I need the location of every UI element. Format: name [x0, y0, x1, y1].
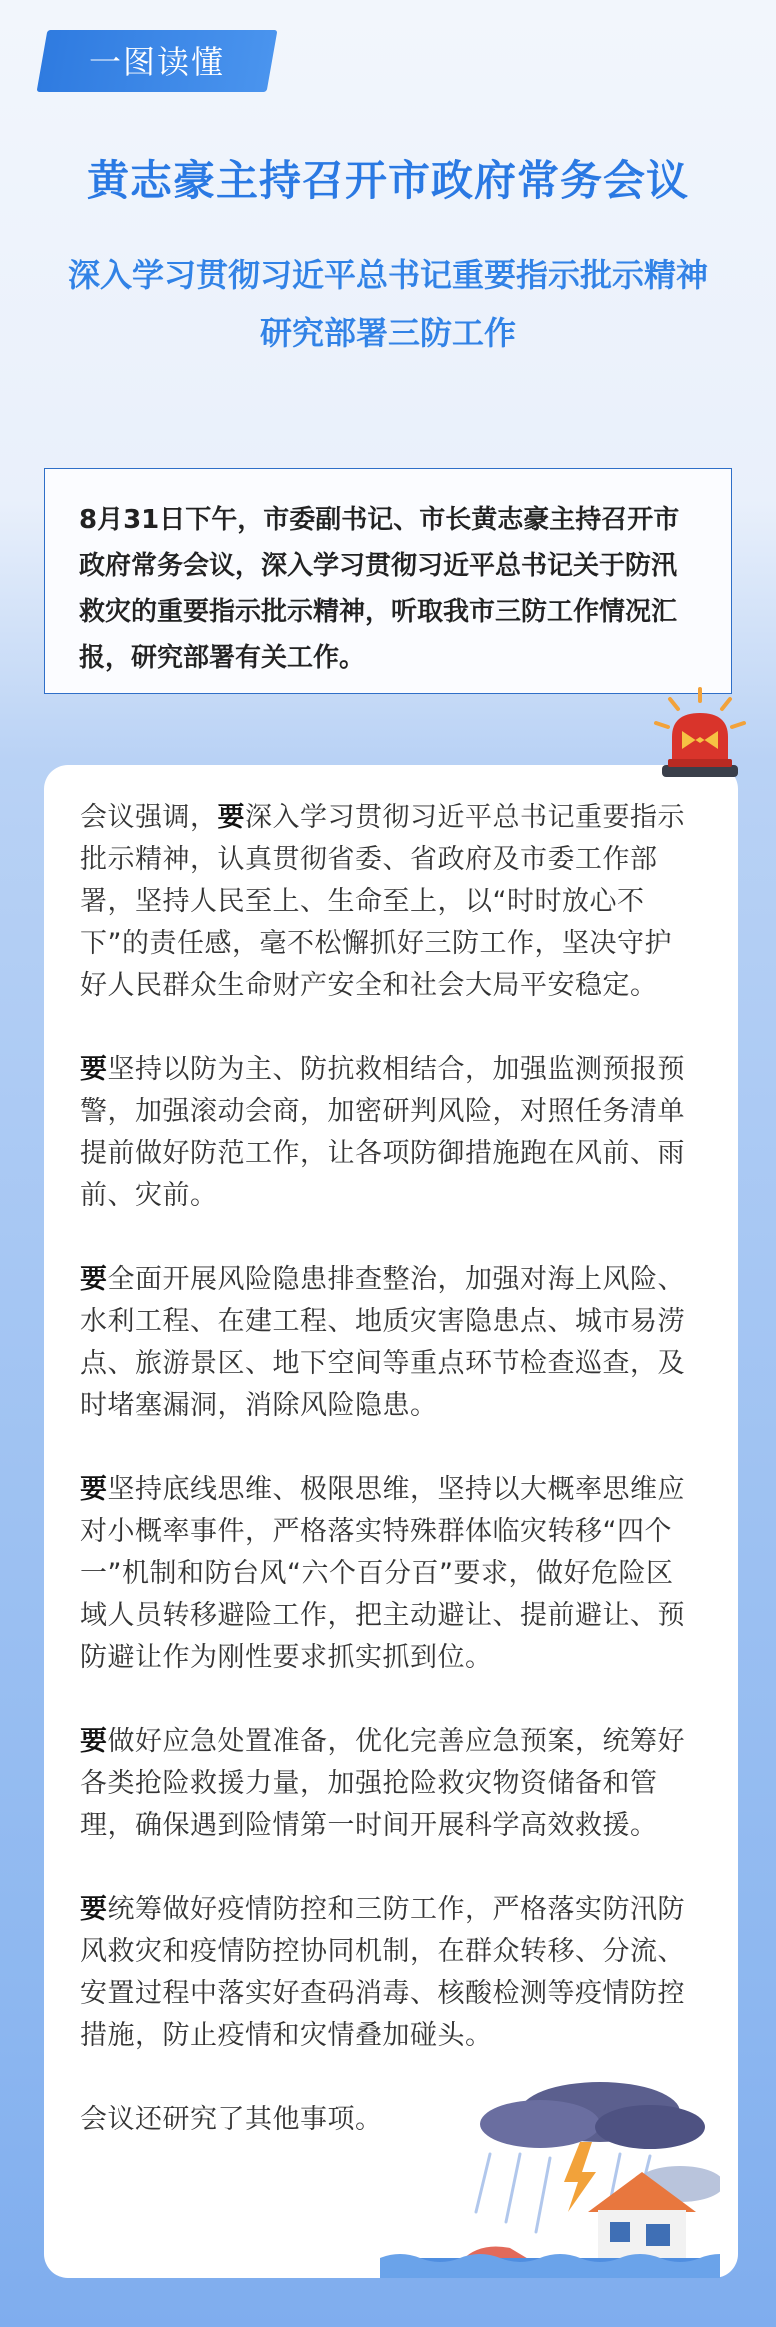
paragraph-lead: 会议强调，: [80, 802, 218, 833]
paragraph-4: [80, 1469, 696, 1679]
page-title: 黄志豪主持召开市政府常务会议: [86, 156, 689, 205]
siren-icon: [648, 685, 752, 781]
header-tag: 一图读懂: [88, 43, 225, 81]
storm-flood-illustration: [380, 2072, 720, 2278]
paragraph-text: 统筹做好疫情防控和三防工作，严格落实防汛防风救灾和疫情防控协同机制，在群众转移、分流、安置过程中落实好查码消毒、核酸检测等疫情防控措施，防止疫情和灾情叠加碰头。: [80, 1894, 685, 2051]
paragraph-bold: 要: [217, 802, 245, 833]
paragraph-text: 做好应急处置准备，优化完善应急预案，统筹好各类抢险救援力量，加强抢险救灾物资储备和管理，确保遇到险情第一时间开展科学高效救援。: [80, 1726, 685, 1841]
paragraph-text: 深入学习贯彻习近平总书记重要指示批示精神，认真贯彻省委、省政府及市委工作部署，坚持人民至上、生命至上，以“时时放心不下”的责任感，毫不松懈抓好三防工作，坚决守护好人民群众生命财产安全和社会大局平安稳定。: [80, 802, 685, 1001]
intro-box: [44, 468, 732, 694]
paragraph-bold: 要: [80, 1264, 108, 1295]
paragraph-text: 坚持以防为主、防抗救相结合，加强监测预报预警，加强滚动会商，加密研判风险，对照任务清单提前做好防范工作，让各项防御措施跑在风前、雨前、灾前。: [80, 1054, 685, 1211]
intro-text: 8月31日下午，市委副书记、市长黄志豪主持召开市政府常务会议，深入学习贯彻习近平总书记关于防汛救灾的重要指示批示精神，听取我市三防工作情况汇报，研究部署有关工作。: [79, 505, 680, 673]
closing-text: 会议还研究了其他事项。: [80, 2104, 383, 2135]
paragraph-5: [80, 1721, 696, 1847]
paragraph-bold: 要: [80, 1894, 108, 1925]
paragraph-1: [80, 797, 696, 1007]
subtitle-line-2: 研究部署三防工作: [259, 314, 516, 352]
content-card: [44, 765, 738, 2278]
paragraph-text: 坚持底线思维、极限思维，坚持以大概率思维应对小概率事件，严格落实特殊群体临灾转移“四个一”机制和防台风“六个百分百”要求，做好危险区域人员转移避险工作，把主动避让、提前避让、预防避让作为刚性要求抓实抓到位。: [80, 1474, 685, 1673]
paragraph-bold: 要: [80, 1054, 108, 1085]
paragraph-2: [80, 1049, 696, 1217]
paragraph-3: [80, 1259, 696, 1427]
paragraph-text: 全面开展风险隐患排查整治，加强对海上风险、水利工程、在建工程、地质灾害隐患点、城市易涝点、旅游景区、地下空间等重点环节检查巡查，及时堵塞漏洞，消除风险隐患。: [80, 1264, 685, 1421]
paragraph-6: [80, 1889, 696, 2057]
paragraph-bold: 要: [80, 1726, 108, 1757]
paragraph-bold: 要: [80, 1474, 108, 1505]
subtitle-line-1: 深入学习贯彻习近平总书记重要指示批示精神: [67, 256, 708, 294]
